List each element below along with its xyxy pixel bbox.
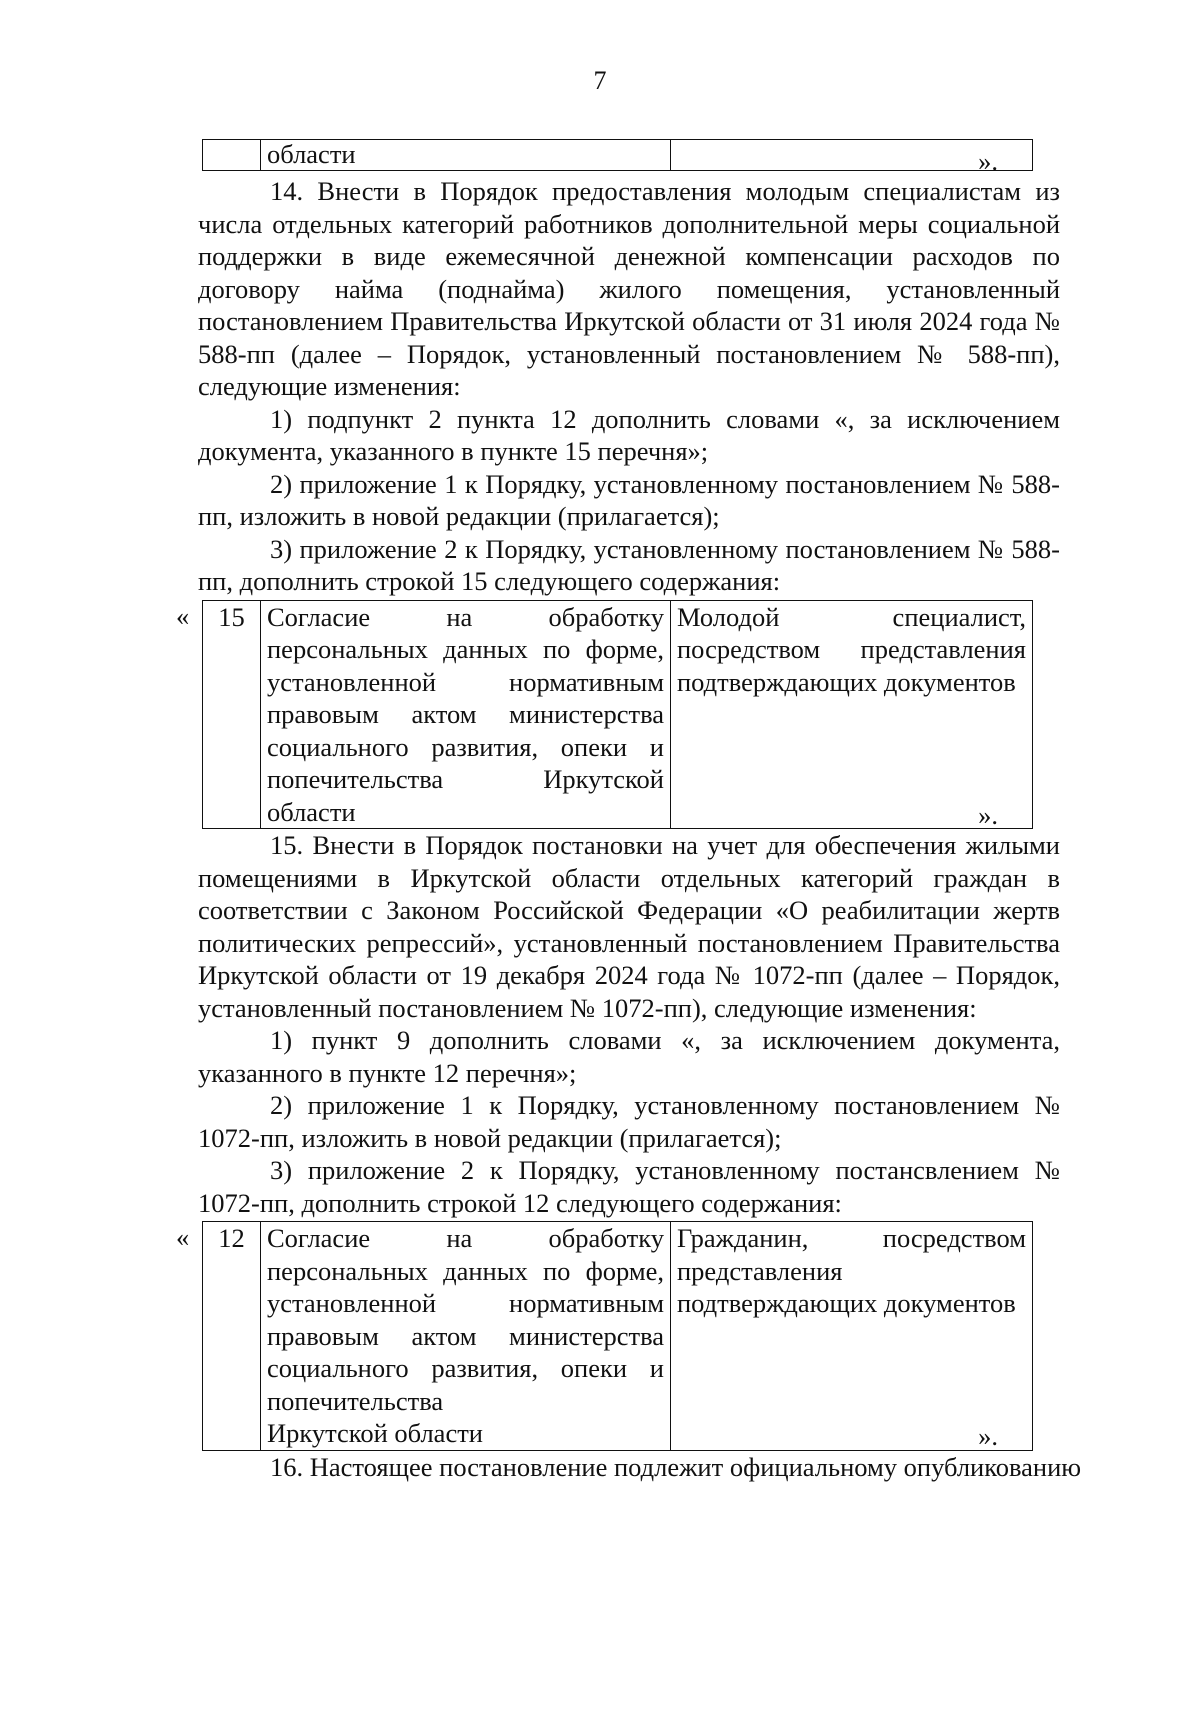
doc-line: социального развития, опеки и: [267, 731, 664, 762]
page-number: 7: [593, 66, 607, 95]
item-15-table: [202, 1221, 1033, 1451]
doc-line: Иркутской области: [267, 1418, 483, 1448]
who-line: представления: [677, 1255, 843, 1286]
item-14: [198, 175, 1060, 598]
item-14-table-wrap: [176, 600, 1078, 830]
item-15-close-quote: ».: [978, 1421, 998, 1451]
document-body: [176, 139, 1148, 1483]
item-16-text: 16. Настоящее постановление подлежит официальному опубликованию: [270, 1451, 1082, 1482]
doc-line: Согласие на обработку: [267, 601, 664, 632]
doc-line: попечительства: [267, 1385, 444, 1416]
doc-line: попечительства Иркутской: [267, 764, 664, 794]
top-table: [202, 139, 1033, 171]
item-15-sub-1: 1) пункт 9 дополнить словами «, за исключением документа, указанного в пункте 12 перечня»;: [198, 1025, 1060, 1088]
top-table-num-cell: [203, 140, 261, 171]
item-14-sub-2: 2) приложение 1 к Порядку, установленному постановлением № 588-пп, изложить в новой редакции (прилагается);: [198, 468, 1060, 531]
who-line: подтверждающих документов: [677, 666, 1016, 697]
who-line: посредством представления: [677, 634, 1026, 664]
who-line: Гражданин, посредством: [677, 1223, 1026, 1253]
item-14-sub-3: 3) приложение 2 к Порядку, установленному постановлением № 588-пп, дополнить строкой 15 следующего содержания:: [198, 533, 1060, 596]
who-line: подтверждающих документов: [677, 1288, 1016, 1318]
doc-line: правовым актом министерства: [267, 699, 664, 729]
top-table-fragment: [198, 139, 1078, 176]
top-table-doc-cell: области: [261, 140, 671, 171]
doc-line: области: [267, 796, 356, 827]
item-14-intro: 14. Внести в Порядок предоставления молодым специалистам из числа отдельных категорий работников дополнительной меры социальной поддержки в виде ежемесячной денежной компенсации расходов по договору найма (поднайма) жилого помещения, установленный постановлением Правительства Иркутской области от 31 июля 2024 года № 588-пп (далее – Порядок, установленный постановлением № 588-пп), следующие изменения:: [198, 176, 1060, 401]
doc-line: персональных данных по форме,: [267, 634, 664, 664]
item-15-row-document: [261, 1222, 671, 1451]
item-14-row-submitter: [671, 600, 1033, 829]
doc-line: установленной нормативным: [267, 1288, 664, 1318]
doc-line: установленной нормативным: [267, 666, 664, 697]
top-table-closing-quote: ».: [978, 145, 998, 176]
who-line: Молодой специалист,: [677, 601, 1026, 632]
item-14-close-quote: ».: [978, 799, 998, 830]
item-15-open-quote: «: [176, 1222, 190, 1252]
item-15-sub-3: 3) приложение 2 к Порядку, установленному постанcвлением № 1072-пп, дополнить строкой 12 следующего содержания:: [198, 1155, 1060, 1218]
doc-line: персональных данных по форме,: [267, 1255, 664, 1286]
item-15-row-submitter: [671, 1222, 1033, 1451]
item-14-row-document: [261, 600, 671, 829]
item-14-row-number: 15: [203, 600, 261, 829]
item-15: [198, 829, 1060, 1219]
item-15-table-row: [203, 1222, 1033, 1451]
item-15-table-wrap: [176, 1221, 1078, 1451]
item-14-sub-1: 1) подпункт 2 пункта 12 дополнить словами «, за исключением документа, указанного в пункте 15 перечня»;: [198, 403, 1060, 466]
doc-line: правовым актом министерства: [267, 1320, 664, 1351]
item-16: [198, 1451, 1082, 1484]
item-15-intro: 15. Внести в Порядок постановки на учет для обеспечения жилыми помещениями в Иркутской области отдельных категорий граждан в соответствии с Законом Российской Федерации «О реабилитации жертв политических репрессий», установленный постановлением Правительства Иркутской области от 19 декабря 2024 года № 1072-пп (далее – Порядок, установленный постановлением № 1072-пп), следующие изменения:: [198, 830, 1060, 1023]
item-15-sub-2: 2) приложение 1 к Порядку, установленному постановлением № 1072-пп, изложить в новой редакции (прилагается);: [198, 1090, 1060, 1153]
item-14-open-quote: «: [176, 600, 190, 631]
doc-line: социального развития, опеки и: [267, 1353, 664, 1383]
item-15-row-number: 12: [203, 1222, 261, 1451]
doc-line: Согласие на обработку: [267, 1223, 664, 1253]
item-14-table: [202, 600, 1033, 830]
item-14-table-row: [203, 600, 1033, 829]
